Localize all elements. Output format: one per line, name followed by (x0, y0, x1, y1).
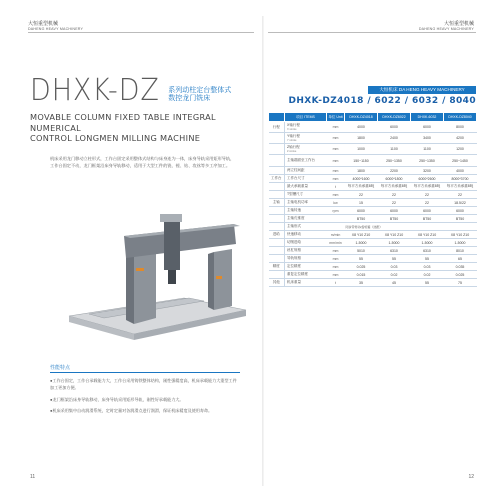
page-number-right: 12 (468, 474, 474, 480)
table-row (269, 207, 477, 215)
row-item (285, 223, 327, 231)
row-value: 4000*1600 (345, 175, 378, 183)
row-item (285, 279, 327, 287)
row-value: BT50 (378, 215, 411, 223)
row-value: 0.025 (444, 271, 477, 279)
row-value: 4000 (444, 167, 477, 175)
row-value: 每平方米承重8吨 (345, 183, 378, 191)
row-value: 22 (444, 191, 477, 199)
row-value: 22 (411, 191, 444, 199)
brand-name-cn: 大恒重型机械 (443, 21, 474, 27)
feature-item: ●机床采用集中自动润滑系统，定时定量对各润滑点进行润滑，保证机床精度及使用寿命。 (50, 408, 213, 414)
product-name-cn-line2: 数控龙门铣床 (168, 95, 211, 103)
row-item-label: 导轨规格 (287, 256, 301, 260)
features-list (50, 378, 240, 420)
row-value: 8000*3700 (444, 175, 477, 183)
table-row (269, 175, 477, 183)
row-value: 每平方米承重8吨 (411, 183, 444, 191)
table-row (269, 263, 477, 271)
row-group: 精度 (269, 263, 285, 271)
row-value: 每平方米承重8吨 (378, 183, 411, 191)
row-value: 5010 (345, 247, 378, 255)
row-value: 6000*1800 (378, 175, 411, 183)
row-item-label: 两立柱间距 (287, 168, 305, 172)
row-item-label: 快速移动 (287, 232, 301, 236)
row-value: 6000*2600 (411, 175, 444, 183)
row-value: 22 (411, 199, 444, 207)
row-unit (327, 215, 345, 223)
row-value: 1100 (411, 144, 444, 155)
row-group (269, 167, 285, 175)
row-value-span: 同步带传动/齿轮箱（选配） (345, 223, 477, 231)
row-unit: mm (327, 247, 345, 255)
row-item-sublabel: X stroke (287, 128, 297, 131)
row-value: 45 (378, 279, 411, 287)
table-row (269, 155, 477, 167)
row-value: 0.02 (411, 271, 444, 279)
row-value: 150~1150 (345, 155, 378, 167)
row-item-sublabel: Z stroke (287, 150, 297, 153)
header-item: 项目 ITEMS (285, 113, 327, 122)
series-banner: 大恒机床 DA HENG HEAVY MACHINERY (368, 86, 476, 94)
row-group (269, 271, 285, 279)
row-group: 主轴 (269, 199, 285, 207)
brand-name-en: DAHENG HEAVY MACHINERY (28, 27, 84, 31)
row-group: 其他 (269, 279, 285, 287)
header-divider (28, 32, 254, 33)
table-row (269, 239, 477, 247)
row-unit: t (327, 279, 345, 287)
row-item (285, 231, 327, 239)
row-unit: mm (327, 255, 345, 263)
table-row (269, 167, 477, 175)
row-value: 8000 (444, 122, 477, 133)
row-group (269, 183, 285, 191)
model-line: DHXK-DZ4018 / 6022 / 6032 / 8040 (288, 96, 476, 106)
row-item-label: Z轴行程 (287, 145, 300, 149)
feature-item: ●龙门框架沿床身导轨移动，床身导轨采用矩形导轨，刚性好承载能力大。 (50, 396, 184, 402)
row-unit: mm (327, 133, 345, 144)
row-item (285, 207, 327, 215)
left-page (18, 16, 264, 486)
spec-table-body (269, 122, 477, 287)
row-item-label: 主轴端面至工作台 (287, 158, 315, 162)
row-value: BT50 (345, 215, 378, 223)
row-unit: t (327, 183, 345, 191)
row-item (285, 255, 327, 263)
table-row (269, 271, 477, 279)
row-value: 6310 (411, 247, 444, 255)
row-item-label: 最大承载重量 (287, 184, 308, 188)
row-item (285, 175, 327, 183)
row-item (285, 263, 327, 271)
row-group (269, 223, 285, 231)
product-name-cn-line1: 系列动柱定台整体式 (168, 86, 232, 94)
row-group: 工作台 (269, 175, 285, 183)
row-value: 1-5000 (345, 239, 378, 247)
product-title (30, 73, 232, 108)
row-unit: mm (327, 191, 345, 199)
table-row (269, 279, 477, 287)
row-value: 6310 (378, 247, 411, 255)
row-group: 进给 (269, 231, 285, 239)
header-model: DHXK-DZ8040 (444, 113, 477, 122)
row-value: X8 Y10 Z10 (411, 231, 444, 239)
row-item-label: 主轴孔锥度 (287, 216, 305, 220)
spec-table (268, 112, 477, 287)
row-value: 35 (345, 279, 378, 287)
row-item (285, 183, 327, 191)
row-value: 6000 (378, 207, 411, 215)
row-value: 3200 (411, 167, 444, 175)
row-value: 55 (345, 255, 378, 263)
table-row (269, 191, 477, 199)
row-value: 0.025 (345, 263, 378, 271)
row-item-label: 丝杠规格 (287, 248, 301, 252)
row-item-sublabel: Y stroke (287, 139, 297, 142)
table-row (269, 215, 477, 223)
row-value: 75 (444, 279, 477, 287)
row-value: 0.03 (411, 263, 444, 271)
row-unit: m/min (327, 231, 345, 239)
row-value: 0.035 (444, 263, 477, 271)
row-value: 6000 (444, 207, 477, 215)
row-item-label: 主轴形式 (287, 224, 301, 228)
product-name-en-line2: CONTROL LONGMEN MILLING MACHINE (30, 133, 201, 144)
row-value: 1-5000 (378, 239, 411, 247)
brochure-spread (18, 16, 484, 486)
row-value: 2400 (378, 133, 411, 144)
row-item-label: 切削进给 (287, 240, 301, 244)
table-row (269, 223, 477, 231)
row-value: 6000 (345, 207, 378, 215)
row-unit: mm (327, 144, 345, 155)
row-value: 55 (378, 255, 411, 263)
spec-table-header (269, 113, 477, 122)
row-item-label: T型槽尺寸 (287, 192, 304, 196)
header-unit: 单位 Unit (327, 113, 345, 122)
row-value: 4200 (444, 133, 477, 144)
row-value: 18.5/22 (444, 199, 477, 207)
row-value: 22 (345, 191, 378, 199)
features-title: 性能特点 (50, 365, 71, 371)
row-value: 6000 (378, 122, 411, 133)
row-unit: kw (327, 199, 345, 207)
row-value: X8 Y10 Z10 (444, 231, 477, 239)
row-group (269, 191, 285, 199)
table-row (269, 144, 477, 155)
row-value: 1000 (345, 144, 378, 155)
row-value: 1800 (345, 167, 378, 175)
row-value: 250~1350 (378, 155, 411, 167)
row-value: X8 Y10 Z10 (345, 231, 378, 239)
header-model: DHXK-6032 (411, 113, 444, 122)
row-value: X8 Y10 Z10 (378, 231, 411, 239)
table-row (269, 255, 477, 263)
row-value: 22 (378, 199, 411, 207)
row-value: 每平方米承重8吨 (444, 183, 477, 191)
row-group (269, 133, 285, 144)
header-divider (268, 32, 476, 33)
row-unit: rpm (327, 207, 345, 215)
row-value: 65 (444, 255, 477, 263)
row-item (285, 167, 327, 175)
table-row (269, 133, 477, 144)
row-unit: mm (327, 175, 345, 183)
row-value: 1-5000 (411, 239, 444, 247)
row-item-label: 定位精度 (287, 264, 301, 268)
row-item (285, 239, 327, 247)
row-group (269, 155, 285, 167)
row-group (269, 239, 285, 247)
row-value: 15 (345, 199, 378, 207)
row-unit: mm (327, 271, 345, 279)
row-value: 55 (411, 255, 444, 263)
row-unit: mm (327, 155, 345, 167)
row-value: 2200 (378, 167, 411, 175)
row-value: 0.02 (378, 271, 411, 279)
row-item-label: 主轴电机功率 (287, 200, 308, 204)
table-row (269, 231, 477, 239)
row-item (285, 133, 327, 144)
header-group (269, 113, 285, 122)
row-value: 250~1350 (411, 155, 444, 167)
row-group: 行程 (269, 122, 285, 133)
row-value: 250~1450 (444, 155, 477, 167)
table-row (269, 183, 477, 191)
row-item-label: Y轴行程 (287, 134, 300, 138)
row-unit: mm (327, 122, 345, 133)
row-value: 4000 (345, 122, 378, 133)
header-model: DHXK-DZ6022 (378, 113, 411, 122)
table-row (269, 199, 477, 207)
series-heading (268, 86, 476, 106)
row-item-label: X轴行程 (287, 123, 300, 127)
row-value: 8010 (444, 247, 477, 255)
row-item-label: 主轴转速 (287, 208, 301, 212)
product-name-cn (168, 87, 231, 105)
row-item (285, 215, 327, 223)
row-value: 6000 (411, 122, 444, 133)
row-unit: mm/min (327, 239, 345, 247)
features-divider (50, 372, 240, 373)
row-value: 0.03 (378, 263, 411, 271)
row-item (285, 271, 327, 279)
product-name-en (30, 112, 264, 144)
row-value: 22 (378, 191, 411, 199)
row-item (285, 144, 327, 155)
row-item (285, 122, 327, 133)
brand-header-left (28, 20, 83, 31)
feature-item: ●工作台固定，工作台承载能力大，工作台采用铸铁整体结构，刚性强精度高，机床承载能力大重型工件加工更加方便。 (50, 378, 237, 390)
row-value: 1800 (345, 133, 378, 144)
row-value: BT50 (411, 215, 444, 223)
row-group (269, 255, 285, 263)
row-value: 3400 (411, 133, 444, 144)
row-group (269, 247, 285, 255)
row-item (285, 155, 327, 167)
row-item (285, 191, 327, 199)
product-name-en-line1: MOVABLE COLUMN FIXED TABLE INTEGRAL NUMERICAL (30, 112, 216, 133)
page-number-left: 11 (30, 474, 36, 480)
row-value: 0.015 (345, 271, 378, 279)
machine-illustration (64, 206, 249, 346)
brand-header-right (419, 20, 474, 31)
row-item-label: 重复定位精度 (287, 272, 308, 276)
row-group (269, 144, 285, 155)
row-value: 1100 (378, 144, 411, 155)
header-model: DHXK-DZ4018 (345, 113, 378, 122)
row-item-label: 工作台尺寸 (287, 176, 305, 180)
row-unit: mm (327, 263, 345, 271)
row-value: 1-5000 (444, 239, 477, 247)
row-value: BT50 (444, 215, 477, 223)
row-group (269, 207, 285, 215)
row-group (269, 215, 285, 223)
row-item (285, 247, 327, 255)
product-intro: 机床采用龙门移动立柱形式，工作台固定采用整体式结构与床身连为一体，床身导轨采用矩形导轨，工作台固定不动，龙门框架沿床身导轨移动，适用于大型工件的铣、镗、钻、攻丝等多工序加工。 (50, 156, 235, 168)
right-page (264, 16, 484, 486)
product-model: DHXK-DZ (30, 73, 160, 108)
brand-name-en: DAHENG HEAVY MACHINERY (418, 27, 474, 31)
table-row (269, 247, 477, 255)
row-unit: mm (327, 167, 345, 175)
row-unit (327, 223, 345, 231)
row-value: 6000 (411, 207, 444, 215)
brand-name-cn: 大恒重型机械 (28, 21, 59, 27)
row-item-label: 机床重量 (287, 280, 301, 284)
row-item (285, 199, 327, 207)
row-value: 1200 (444, 144, 477, 155)
table-row (269, 122, 477, 133)
row-value: 55 (411, 279, 444, 287)
